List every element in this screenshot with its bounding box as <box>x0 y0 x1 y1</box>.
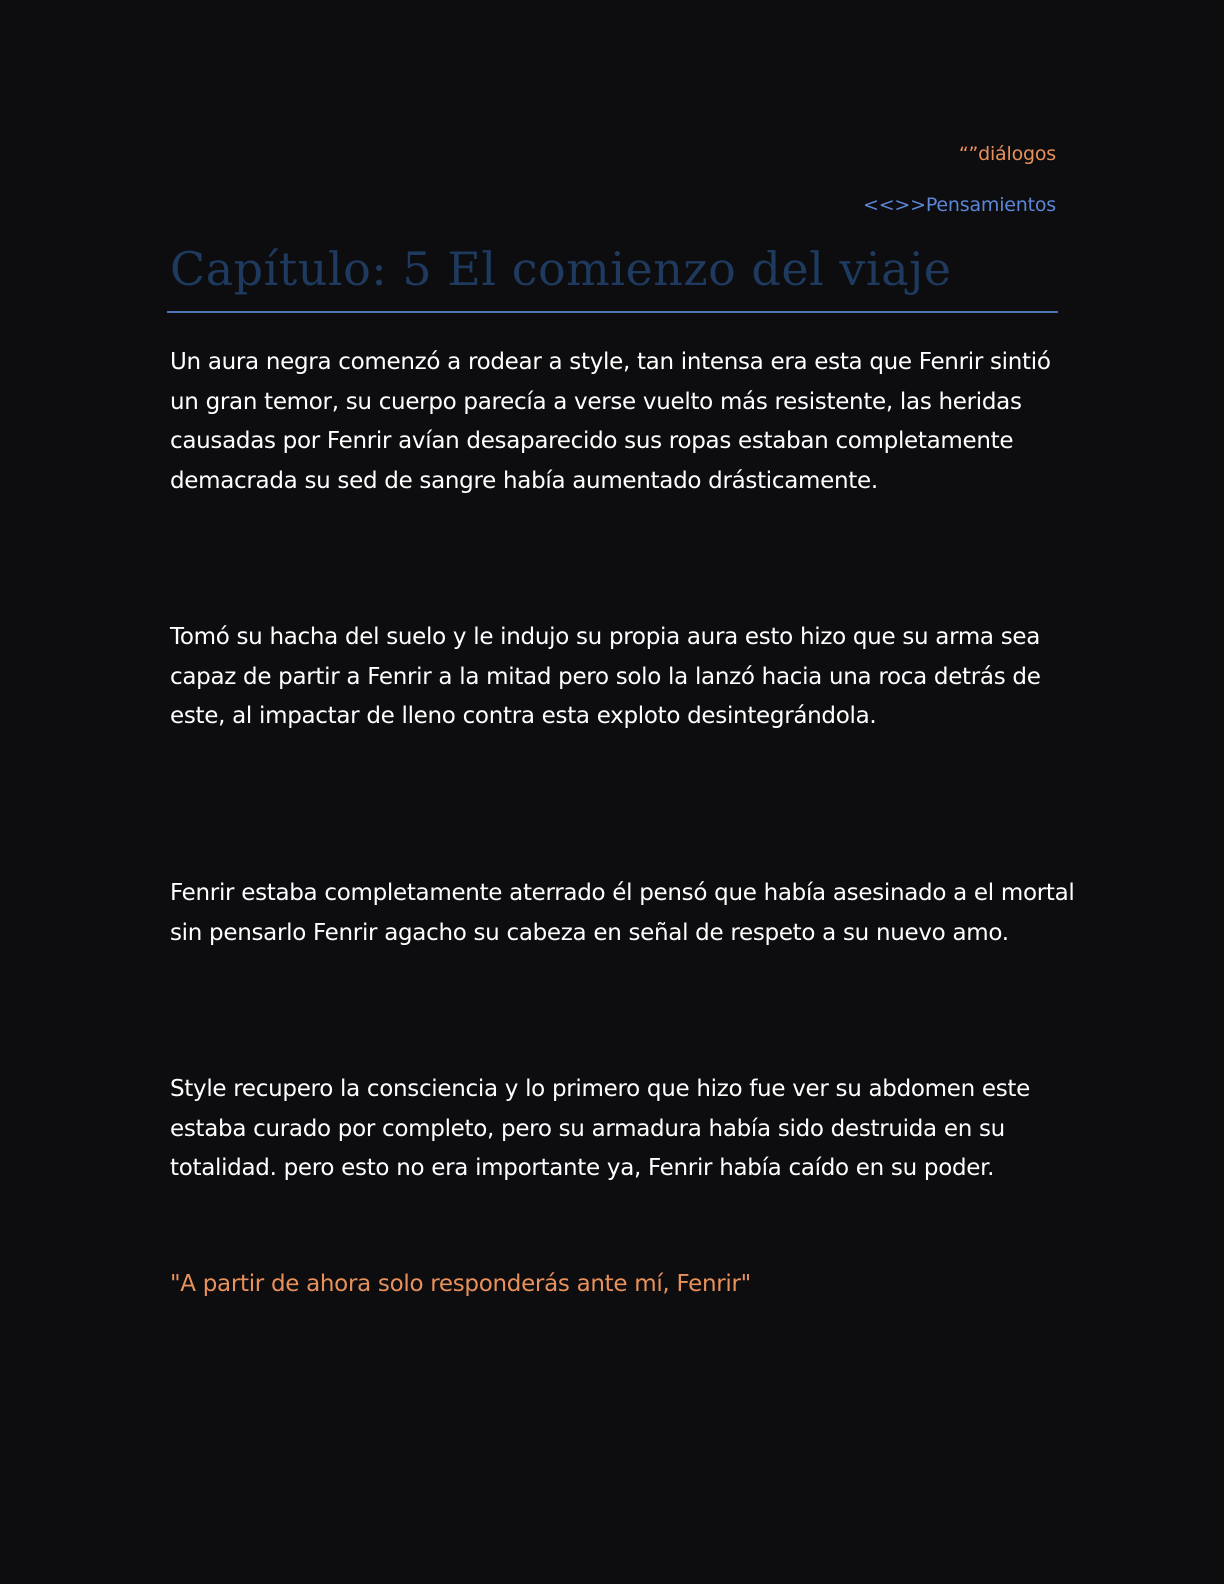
body-paragraph-4: Style recupero la consciencia y lo primero que hizo fue ver su abdomen este estaba curado por completo, pero su armadura había sido destruida en su totalidad. pero esto no era importante ya, Fenrir había caído en su poder. <box>170 1076 1031 1181</box>
dialogue-line: "A partir de ahora solo responderás ante mí, Fenrir" <box>170 1271 751 1297</box>
body-paragraph-2: Tomó su hacha del suelo y le indujo su propia aura esto hizo que su arma sea capaz de partir a Fenrir a la mitad pero solo la lanzó hacia una roca detrás de este, al impactar de lleno contra esta exploto desintegrándola. <box>170 624 1041 729</box>
title-underline-divider <box>167 311 1058 313</box>
legend-dialogue-marker: “”diálogos <box>958 143 1056 165</box>
chapter-title: Capítulo: 5 El comienzo del viaje <box>170 242 952 296</box>
body-paragraph-3: Fenrir estaba completamente aterrado él pensó que había asesinado a el mortal sin pensarlo Fenrir agacho su cabeza en señal de respeto a su nuevo amo. <box>170 880 1075 946</box>
legend-thoughts-marker: <<>>Pensamientos <box>862 194 1056 216</box>
body-paragraph-1: Un aura negra comenzó a rodear a style, tan intensa era esta que Fenrir sintió un gran temor, su cuerpo parecía a verse vuelto más resistente, las heridas causadas por Fenrir avían desaparecido sus ropas estaban completamente demacrada su sed de sangre había aumentado drásticamente. <box>170 349 1051 494</box>
